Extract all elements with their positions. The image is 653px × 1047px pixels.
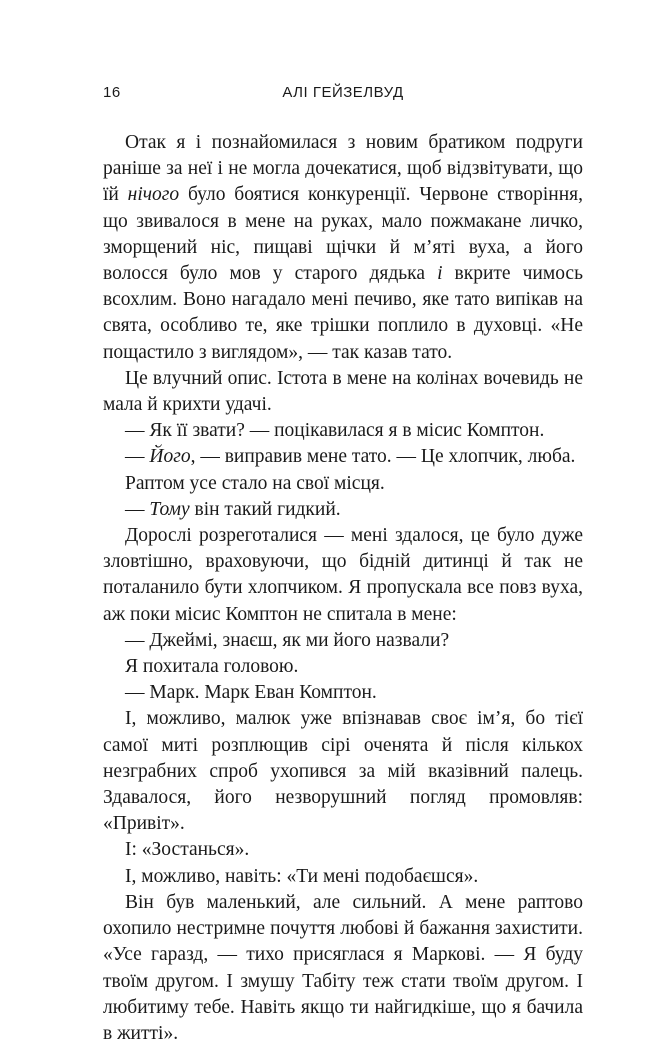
paragraph <box>103 497 583 523</box>
text-segment: Раптом усе стало на свої місця. <box>125 472 385 494</box>
paragraph <box>103 654 583 680</box>
text-segment: — Як її звати? — поцікавилася я в місис Комптон. <box>125 420 545 442</box>
paragraph <box>103 366 583 418</box>
paragraph <box>103 444 583 470</box>
text-segment: , — виправив мене тато. — Це хлопчик, люба. <box>190 446 576 468</box>
text-segment: І, можливо, малюк уже впізнавав своє ім’я, бо тієї самої миті розплющив сірі оченята й після кількох незграбних спроб ухопився за мій вказівний палець. Здавалося, його незворушний погляд промовляв: «Привіт». <box>103 708 583 835</box>
paragraph <box>103 523 583 628</box>
text-segment: Дорослі розреготалися — мені здалося, це було дуже зловтішно, враховуючи, що бідній дитинці й так не поталанило бути хлопчиком. Я пропускала все повз вуха, аж поки місис Комптон не спитала в мене: <box>103 525 583 625</box>
paragraph <box>103 628 583 654</box>
text-segment: І: «Зостанься». <box>125 839 250 861</box>
paragraph <box>103 680 583 706</box>
text-segment: — Марк. Марк Еван Комптон. <box>125 682 377 704</box>
text-segment: — Джеймі, знаєш, як ми його назвали? <box>125 629 450 651</box>
text-segment: вкрите чимось всохлим. Воно нагадало мені печиво, яке тато випікав на свята, особливо те, яке трішки поплило в духовці. «Не пощастило з виглядом», — так казав тато. <box>103 263 583 363</box>
text-segment: Він був маленький, але сильний. А мене раптово охопило нестримне почуття любові й бажання захистити. «Усе гаразд, — тихо присяглася я Маркові. — Я буду твоїм другом. І змушу Табіту теж стати твоїм другом. І любитиму тебе. Навіть якщо ти найгидкіше, що я бачила в житті». <box>103 891 583 1044</box>
running-head <box>103 84 583 108</box>
text-segment: — <box>125 446 150 468</box>
italic-text: Тому <box>149 498 190 520</box>
text-segment: — <box>125 498 150 520</box>
paragraph <box>103 864 583 890</box>
text-segment: Отак я і познайомилася з новим братиком подруги раніше за неї і не могла дочекатися, щоб відзвітувати, що їй <box>103 132 583 206</box>
text-segment: І, можливо, навіть: «Ти мені подобаєшся». <box>125 865 479 887</box>
paragraph <box>103 890 583 1047</box>
paragraph <box>103 471 583 497</box>
text-segment: Я похитала головою. <box>125 656 299 678</box>
text-segment: було боятися конкуренції. Червоне створіння, що звивалося в мене на руках, мало пожмакане личко, зморщений ніс, пищаві щічки й м’яті вуха, а його волосся було мов у старого дядька <box>103 184 584 285</box>
paragraph <box>103 706 583 837</box>
italic-text: нічого <box>127 184 180 206</box>
paragraph <box>103 130 583 366</box>
text-segment: він такий гидкий. <box>189 498 341 520</box>
paragraph <box>103 837 583 863</box>
paragraph <box>103 418 583 444</box>
author-name: АЛІ ГЕЙЗЕЛВУД <box>282 84 404 101</box>
text-segment: Це влучний опис. Істота в мене на колінах вочевидь не мала й крихти удачі. <box>103 367 583 416</box>
text-body <box>103 130 583 1047</box>
page-number: 16 <box>103 84 121 101</box>
italic-text: Його <box>149 446 191 468</box>
italic-text: і <box>437 263 443 285</box>
